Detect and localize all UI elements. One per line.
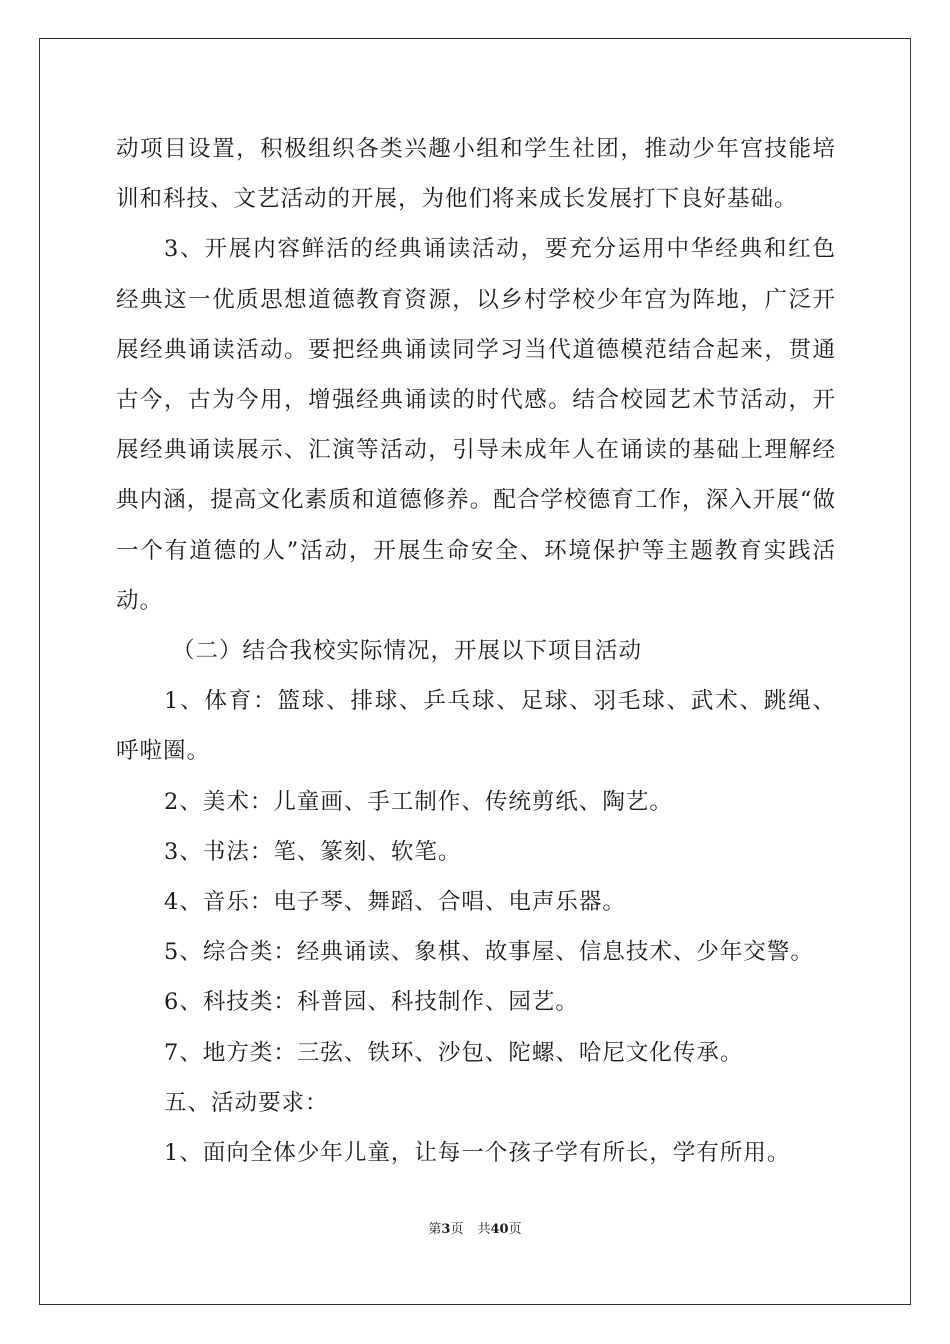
- total-pages: 40: [490, 1222, 509, 1237]
- document-body: [116, 124, 836, 1178]
- total-suffix: 页: [508, 1222, 522, 1237]
- list-item-technology: 6、科技类：科普园、科技制作、园艺。: [164, 989, 579, 1016]
- page-suffix: 页: [450, 1222, 464, 1237]
- paragraph-continuation: 动项目设置，积极组织各类兴趣小组和学生社团，推动少年宫技能培训和科技、文艺活动的开展，为他们将来成长发展打下良好基础。: [116, 136, 836, 213]
- page-prefix: 第: [428, 1222, 442, 1237]
- paragraph-classic-reading: 3、开展内容鲜活的经典诵读活动，要充分运用中华经典和红色经典这一优质思想道德教育资源，以乡村学校少年宫为阵地，广泛开展经典诵读活动。要把经典诵读同学习当代道德模范结合起来，贯通古今，古为今用，增强经典诵读的时代感。结合校园艺术节活动，开展经典诵读展示、汇演等活动，引导未成年人在诵读的基础上理解经典内涵，提高文化素质和道德修养。配合学校德育工作，深入开展“做一个有道德的人”活动，开展生命安全、环境保护等主题教育实践活动。: [116, 236, 836, 614]
- page-footer: [0, 1221, 950, 1239]
- list-item-sports: 1、体育：篮球、排球、乒乓球、足球、羽毛球、武术、跳绳、呼啦圈。: [116, 688, 836, 765]
- section-heading-projects: （二）结合我校实际情况，开展以下项目活动: [172, 638, 643, 665]
- requirement-item-1: 1、面向全体少年儿童，让每一个孩子学有所长，学有所用。: [164, 1140, 791, 1167]
- list-item-calligraphy: 3、书法：笔、篆刻、软笔。: [164, 838, 462, 865]
- list-item-local: 7、地方类：三弦、铁环、沙包、陀螺、哈尼文化传承。: [164, 1039, 744, 1066]
- page-number: 3: [441, 1222, 451, 1237]
- total-prefix: 共: [477, 1222, 491, 1237]
- list-item-comprehensive: 5、综合类：经典诵读、象棋、故事屋、信息技术、少年交警。: [164, 939, 814, 966]
- list-item-art: 2、美术：儿童画、手工制作、传统剪纸、陶艺。: [164, 788, 673, 815]
- section-heading-requirements: 五、活动要求：: [164, 1089, 329, 1116]
- list-item-music: 4、音乐：电子琴、舞蹈、合唱、电声乐器。: [164, 889, 626, 916]
